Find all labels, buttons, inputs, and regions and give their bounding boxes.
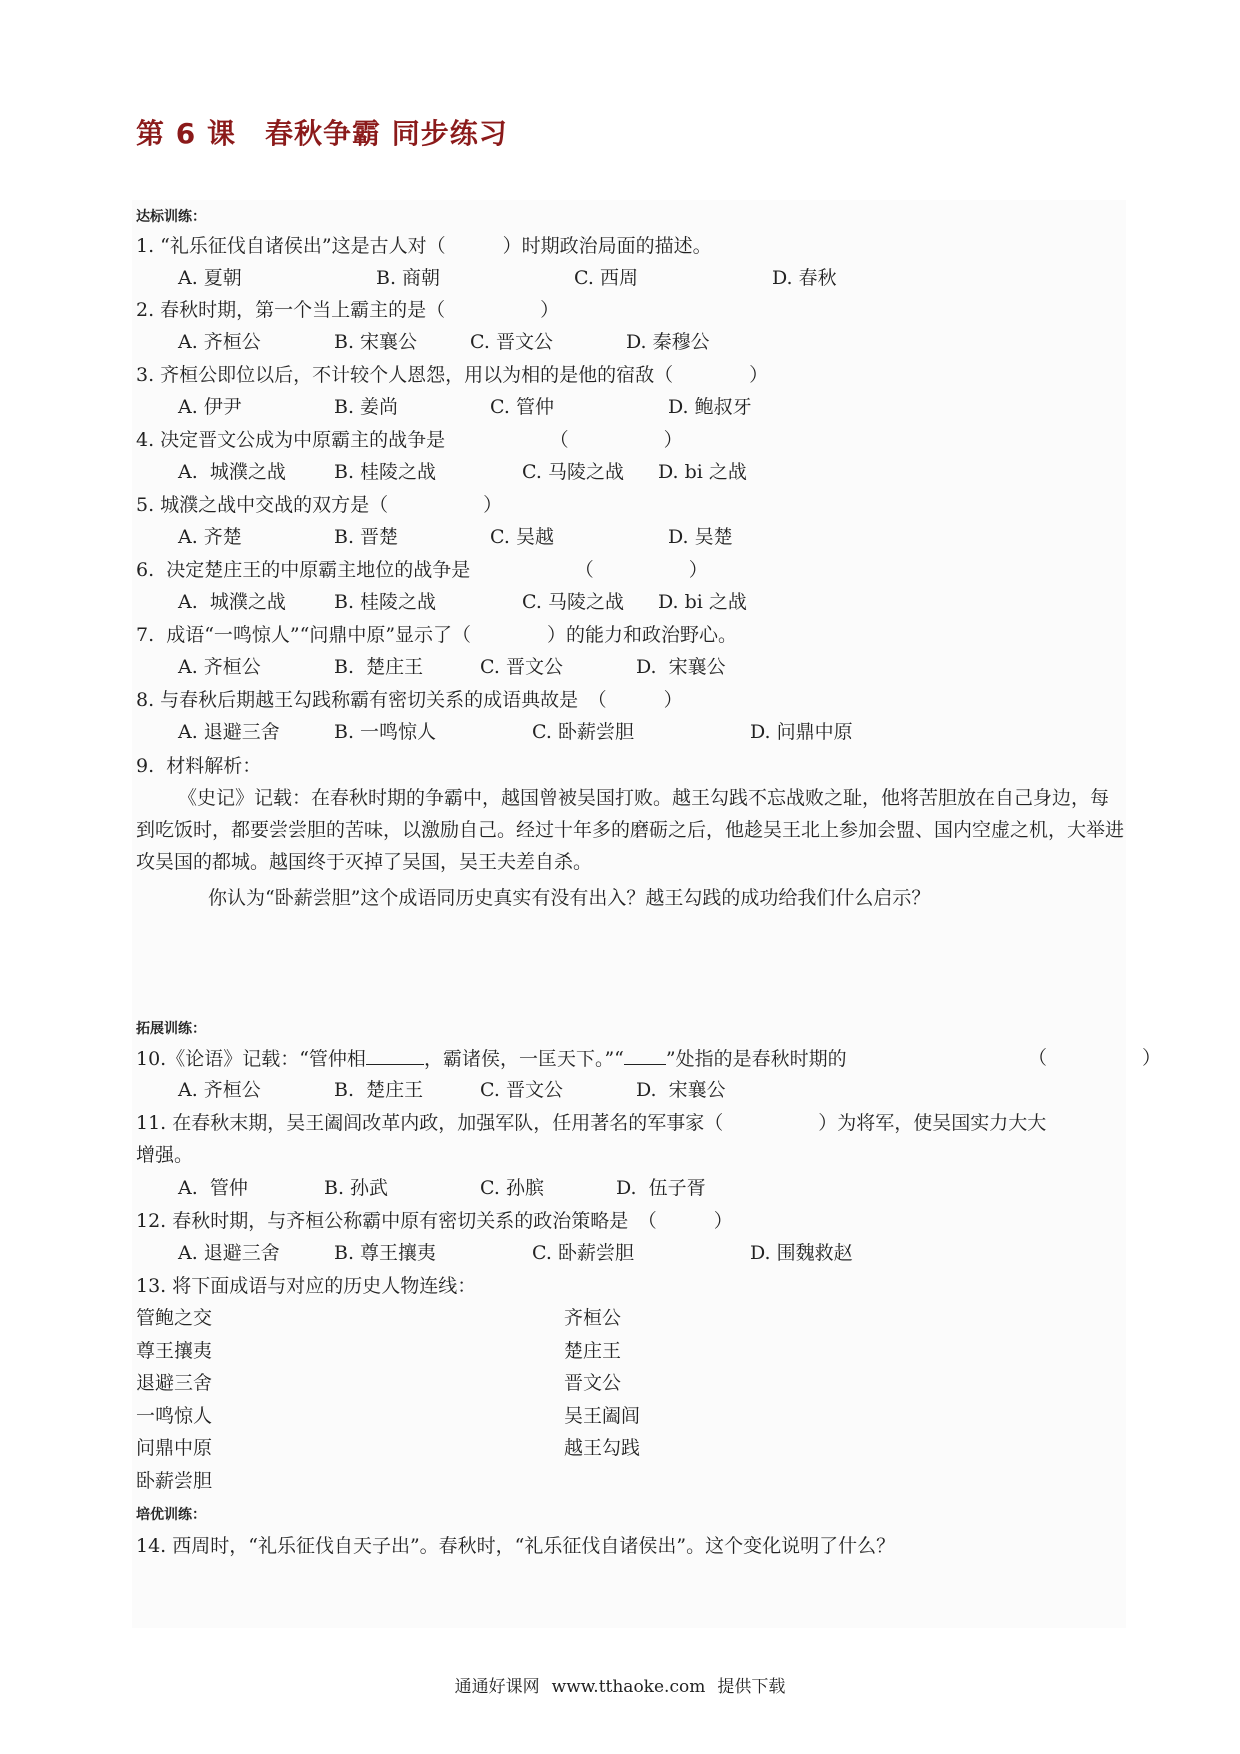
question-11-stem: 11. 在春秋末期，吴王阖闾改革内政，加强军队，任用著名的军事家（ ）为将军，使吴国实力大大 <box>136 1112 1047 1134</box>
question-12-option-b: B. 尊王攘夷 <box>334 1242 437 1264</box>
question-8-option-d: D. 问鼎中原 <box>750 721 853 743</box>
question-8-option-a: A. 退避三舍 <box>178 721 280 743</box>
question-10-option-a: A. 齐桓公 <box>178 1079 261 1101</box>
idiom-item[interactable]: 尊王攘夷 <box>136 1340 213 1362</box>
idiom-item[interactable]: 管鲍之交 <box>136 1307 213 1329</box>
footer-url[interactable]: www.tthaoke.com <box>551 1677 706 1697</box>
section-basic-heading: 达标训练： <box>136 209 206 225</box>
question-11-stem-cont: 增强。 <box>136 1144 194 1166</box>
question-6-option-a: A. 城濮之战 <box>178 591 286 613</box>
person-item[interactable]: 越王勾践 <box>564 1437 641 1459</box>
question-13-stem: 13. 将下面成语与对应的历史人物连线： <box>136 1275 477 1297</box>
question-2-stem: 2. 春秋时期，第一个当上霸主的是（ ） <box>136 299 560 321</box>
question-6-stem: 6. 决定楚庄王的中原霸主地位的战争是 （ ） <box>136 559 708 581</box>
question-5-option-b: B. 晋楚 <box>334 526 399 548</box>
question-7-option-a: A. 齐桓公 <box>178 656 261 678</box>
question-1-option-b: B. 商朝 <box>376 267 441 289</box>
question-4-option-b: B. 桂陵之战 <box>334 461 437 483</box>
question-7-option-c: C. 晋文公 <box>480 656 563 678</box>
idiom-item[interactable]: 一鸣惊人 <box>136 1405 213 1427</box>
question-3-option-a: A. 伊尹 <box>178 396 242 418</box>
question-11-option-a: A. 管仲 <box>178 1177 248 1199</box>
section-advanced-heading: 培优训练： <box>136 1507 206 1523</box>
question-10-answer-paren: （ ） <box>1028 1047 1162 1069</box>
question-5-option-d: D. 吴楚 <box>668 526 733 548</box>
footer <box>0 1672 1240 1697</box>
question-6-option-d: D. bi 之战 <box>658 591 747 613</box>
question-2-option-c: C. 晋文公 <box>470 331 553 353</box>
idiom-item[interactable]: 卧薪尝胆 <box>136 1470 213 1492</box>
footer-note: 提供下载 <box>717 1677 786 1697</box>
question-12-option-a: A. 退避三舍 <box>178 1242 280 1264</box>
question-1-option-a: A. 夏朝 <box>178 267 242 289</box>
question-6-option-b: B. 桂陵之战 <box>334 591 437 613</box>
question-1-option-d: D. 春秋 <box>772 267 837 289</box>
question-10-stem-c: ”处指的是春秋时期的 <box>665 1048 847 1070</box>
question-2-option-d: D. 秦穆公 <box>626 331 710 353</box>
question-7-stem: 7. 成语“一鸣惊人”“问鼎中原”显示了（ ）的能力和政治野心。 <box>136 624 738 646</box>
question-7-option-d: D. 宋襄公 <box>636 656 726 678</box>
person-item[interactable]: 楚庄王 <box>564 1340 622 1362</box>
question-10-option-c: C. 晋文公 <box>480 1079 563 1101</box>
question-11-option-c: C. 孙膑 <box>480 1177 544 1199</box>
question-1-stem: 1. “礼乐征伐自诸侯出”这是古人对（ ）时期政治局面的描述。 <box>136 235 712 257</box>
question-4-option-d: D. bi 之战 <box>658 461 747 483</box>
question-9-question: 你认为“卧薪尝胆”这个成语同历史真实有没有出入？越王勾践的成功给我们什么启示？ <box>208 887 931 909</box>
question-12-option-d: D. 围魏救赵 <box>750 1242 853 1264</box>
question-8-option-c: C. 卧薪尝胆 <box>532 721 634 743</box>
question-10-stem-b: ，霸诸侯，一匡天下。”“ <box>423 1048 624 1070</box>
question-14-stem: 14. 西周时，“礼乐征伐自天子出”。春秋时，“礼乐征伐自诸侯出”。这个变化说明了什么？ <box>136 1535 896 1557</box>
question-3-option-d: D. 鲍叔牙 <box>668 396 752 418</box>
question-9-material: 《史记》记载：在春秋时期的争霸中，越国曾被吴国打败。越王勾践不忘战败之耻，他将苦胆放在自己身边，每到吃饭时，都要尝尝胆的苦味，以激励自己。经过十年多的磨砺之后，他趁吴王北上参加会盟、国内空虚之机，大举进攻吴国的都城。越国终于灭掉了吴国，吴王夫差自杀。 <box>136 787 1125 873</box>
footer-site-name: 通通好课网 <box>454 1677 540 1697</box>
question-5-stem: 5. 城濮之战中交战的双方是（ ） <box>136 494 503 516</box>
question-10-blank-2 <box>624 1046 666 1065</box>
person-item[interactable]: 吴王阖闾 <box>564 1405 641 1427</box>
question-1-option-c: C. 西周 <box>574 267 638 289</box>
question-12-stem: 12. 春秋时期，与齐桓公称霸中原有密切关系的政治策略是 （ ） <box>136 1210 733 1232</box>
question-12-option-c: C. 卧薪尝胆 <box>532 1242 634 1264</box>
section-extend-heading: 拓展训练： <box>136 1021 206 1037</box>
question-10-blank-1 <box>366 1046 424 1065</box>
question-10-option-b: B. 楚庄王 <box>334 1079 424 1101</box>
question-2-option-a: A. 齐桓公 <box>178 331 261 353</box>
question-10-stem <box>136 1046 847 1071</box>
idiom-item[interactable]: 退避三舍 <box>136 1372 213 1394</box>
question-11-option-b: B. 孙武 <box>324 1177 389 1199</box>
question-3-option-c: C. 管仲 <box>490 396 554 418</box>
question-5-option-c: C. 吴越 <box>490 526 554 548</box>
question-8-option-b: B. 一鸣惊人 <box>334 721 437 743</box>
question-6-option-c: C. 马陵之战 <box>522 591 624 613</box>
question-10-option-d: D. 宋襄公 <box>636 1079 726 1101</box>
question-3-stem: 3. 齐桓公即位以后，不计较个人恩怨，用以为相的是他的宿敌（ ） <box>136 364 769 386</box>
question-7-option-b: B. 楚庄王 <box>334 656 424 678</box>
question-4-option-c: C. 马陵之战 <box>522 461 624 483</box>
question-10-stem-a: 10.《论语》记载：“管仲相 <box>136 1048 366 1070</box>
question-5-option-a: A. 齐楚 <box>178 526 242 548</box>
idiom-item[interactable]: 问鼎中原 <box>136 1437 213 1459</box>
question-2-option-b: B. 宋襄公 <box>334 331 418 353</box>
question-8-stem: 8. 与春秋后期越王勾践称霸有密切关系的成语典故是 （ ） <box>136 689 683 711</box>
question-11-option-d: D. 伍子胥 <box>616 1177 706 1199</box>
question-9-stem: 9. 材料解析： <box>136 755 262 777</box>
page-title: 第 6 课 春秋争霸 同步练习 <box>136 117 508 150</box>
person-item[interactable]: 齐桓公 <box>564 1307 622 1329</box>
question-4-option-a: A. 城濮之战 <box>178 461 286 483</box>
question-3-option-b: B. 姜尚 <box>334 396 399 418</box>
person-item[interactable]: 晋文公 <box>564 1372 622 1394</box>
question-4-stem: 4. 决定晋文公成为中原霸主的战争是 （ ） <box>136 429 683 451</box>
